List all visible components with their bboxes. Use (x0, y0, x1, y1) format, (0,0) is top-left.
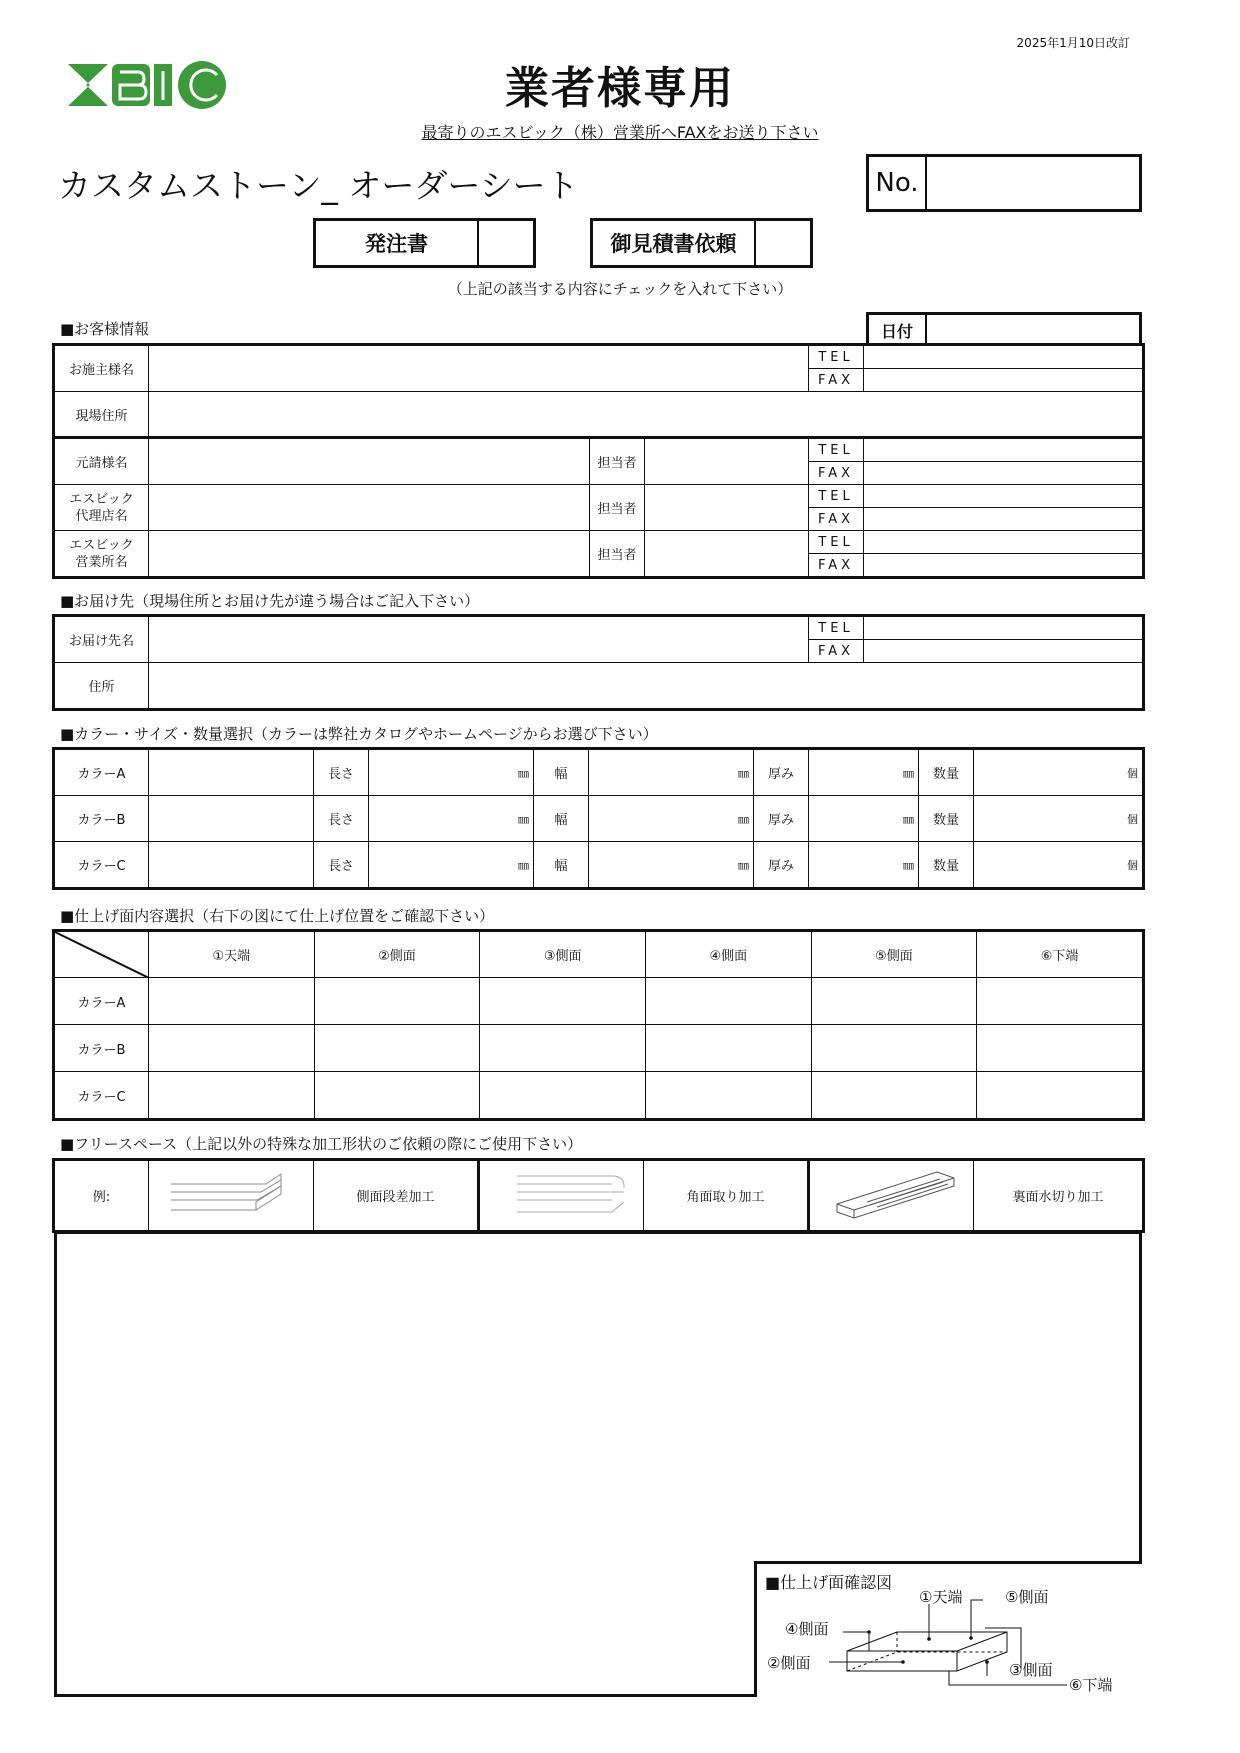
delivery-fax-field[interactable] (864, 640, 1143, 663)
estimate-label: 御見積書依頼 (610, 232, 737, 256)
finish-color-label: カラーA (55, 978, 149, 1025)
owner-field[interactable] (149, 346, 809, 392)
size-color-label: カラーC (55, 842, 149, 888)
finish-table (54, 931, 1143, 1119)
owner-label: お施主様名 (55, 346, 149, 392)
finish-diagram-title: ■仕上げ面確認図 (765, 1573, 893, 1592)
contractor-tel-field[interactable] (864, 438, 1143, 462)
free-example-table (54, 1160, 1143, 1231)
finish-diagram-box (754, 1561, 1142, 1697)
step-edge-image-cell (149, 1161, 314, 1231)
sheet-title: カスタムストーン_ オーダーシート (58, 166, 579, 205)
revision-date: 2025年1月10日改訂 (1016, 36, 1130, 50)
finish-color-label: カラーC (55, 1072, 149, 1119)
office-fax-field[interactable] (864, 554, 1143, 577)
diagram-label-side2: ②側面 (767, 1654, 811, 1672)
tel-label: TEL (809, 346, 864, 369)
contractor-tantou-field[interactable] (645, 438, 809, 485)
customer-table (54, 345, 1143, 577)
qty-field[interactable]: 個 (974, 750, 1143, 796)
site-address-field[interactable] (149, 392, 1143, 438)
step-edge-label: 側面段差加工 (314, 1161, 479, 1231)
date-box (866, 312, 1142, 345)
finish-cell[interactable] (480, 1072, 646, 1119)
tel-label: TEL (809, 485, 864, 508)
office-label-line2: 営業所名 (75, 554, 128, 570)
drip-groove-label: 裏面水切り加工 (974, 1161, 1143, 1231)
chamfer-drawing (492, 1164, 632, 1224)
estimate-check (590, 218, 813, 268)
qty-field[interactable]: 個 (974, 796, 1143, 842)
chamfer-label: 角面取り加工 (644, 1161, 809, 1231)
office-label (55, 531, 149, 577)
finish-cell[interactable] (480, 978, 646, 1025)
drip-groove-image-cell (809, 1161, 974, 1231)
finish-cell[interactable] (645, 1025, 811, 1072)
finish-face-header: ⑥下端 (977, 932, 1143, 978)
tel-label: TEL (809, 531, 864, 554)
free-section-heading: ■フリースペース（上記以外の特殊な加工形状のご依頼の際にご使用下さい） (60, 1135, 583, 1153)
tel-label: TEL (809, 617, 864, 640)
agency-field[interactable] (149, 485, 590, 531)
finish-section-heading: ■仕上げ面内容選択（右下の図にて仕上げ位置をご確認下さい） (60, 907, 495, 925)
page-title: 業者様専用 (505, 63, 735, 114)
finish-cell[interactable] (811, 1025, 977, 1072)
size-table (54, 749, 1143, 888)
agency-tel-field[interactable] (864, 485, 1143, 508)
delivery-address-label: 住所 (55, 663, 149, 709)
agency-label-line2: 代理店名 (75, 508, 128, 524)
finish-cell[interactable] (977, 1025, 1143, 1072)
number-box (866, 154, 1142, 212)
date-field[interactable] (927, 315, 1139, 345)
thickness-field[interactable]: ㎜ (809, 750, 919, 796)
delivery-table (54, 616, 1143, 709)
agency-tantou-label: 担当者 (590, 485, 645, 531)
fax-label: FAX (809, 554, 864, 577)
agency-fax-field[interactable] (864, 508, 1143, 531)
qty-label: 数量 (919, 750, 974, 796)
size-color-field[interactable] (149, 750, 314, 796)
finish-cell[interactable] (149, 1072, 315, 1119)
width-field[interactable]: ㎜ (589, 842, 754, 888)
order-check (313, 218, 536, 268)
finish-cell[interactable] (645, 1072, 811, 1119)
finish-cell[interactable] (645, 978, 811, 1025)
length-field[interactable]: ㎜ (369, 796, 534, 842)
size-color-label: カラーA (55, 750, 149, 796)
chamfer-image-cell (479, 1161, 644, 1231)
size-section-heading: ■カラー・サイズ・数量選択（カラーは弊社カタログやホームページからお選び下さい） (60, 725, 658, 743)
fax-label: FAX (809, 462, 864, 485)
fax-label: FAX (809, 369, 864, 392)
finish-cell[interactable] (811, 978, 977, 1025)
contractor-label: 元請様名 (55, 438, 149, 485)
contractor-fax-field[interactable] (864, 462, 1143, 485)
estimate-checkbox[interactable] (754, 221, 810, 265)
fax-instruction: 最寄りのエスビック（株）営業所へFAXをお送り下さい (421, 123, 819, 142)
finish-cell[interactable] (977, 978, 1143, 1025)
finish-corner-cell (55, 932, 149, 978)
date-label: 日付 (869, 315, 927, 345)
finish-color-label: カラーB (55, 1025, 149, 1072)
delivery-address-field[interactable] (149, 663, 1143, 709)
site-label: 現場住所 (55, 392, 149, 438)
delivery-section-heading: ■お届け先（現場住所とお届け先が違う場合はご記入下さい） (60, 592, 480, 610)
delivery-name-label: お届け先名 (55, 617, 149, 663)
width-label: 幅 (534, 750, 589, 796)
delivery-tel-field[interactable] (864, 617, 1143, 640)
finish-face-header: ⑤側面 (811, 932, 977, 978)
finish-cell[interactable] (149, 1025, 315, 1072)
finish-cell[interactable] (480, 1025, 646, 1072)
finish-face-header: ②側面 (314, 932, 480, 978)
office-tantou-label: 担当者 (590, 531, 645, 577)
qty-label: 数量 (919, 796, 974, 842)
diagram-label-side3: ③側面 (1009, 1661, 1053, 1679)
tel-label: TEL (809, 438, 864, 462)
office-tantou-field[interactable] (645, 531, 809, 577)
drip-groove-drawing (822, 1164, 962, 1224)
thickness-field[interactable]: ㎜ (809, 842, 919, 888)
finish-diagram (757, 1564, 1142, 1697)
owner-tel-field[interactable] (864, 346, 1143, 369)
size-color-field[interactable] (149, 842, 314, 888)
finish-face-header: ④側面 (645, 932, 811, 978)
contractor-field[interactable] (149, 438, 590, 485)
office-tel-field[interactable] (864, 531, 1143, 554)
width-label: 幅 (534, 796, 589, 842)
finish-face-header: ①天端 (149, 932, 315, 978)
qty-label: 数量 (919, 842, 974, 888)
width-field[interactable]: ㎜ (589, 796, 754, 842)
agency-tantou-field[interactable] (645, 485, 809, 531)
owner-fax-field[interactable] (864, 369, 1143, 392)
customer-section-heading: ■お客様情報 (60, 320, 150, 338)
finish-cell[interactable] (314, 978, 480, 1025)
finish-cell[interactable] (314, 1025, 480, 1072)
thickness-label: 厚み (754, 796, 809, 842)
fax-label: FAX (809, 508, 864, 531)
size-color-label: カラーB (55, 796, 149, 842)
finish-cell[interactable] (149, 978, 315, 1025)
example-label: 例: (55, 1161, 149, 1231)
agency-label-line1: エスビック (69, 491, 134, 507)
length-label: 長さ (314, 796, 369, 842)
check-note: （上記の該当する内容にチェックを入れて下さい） (447, 280, 793, 298)
office-label-line1: エスビック (69, 537, 134, 553)
diagram-label-side5: ⑤側面 (1005, 1588, 1049, 1606)
thickness-label: 厚み (754, 750, 809, 796)
finish-cell[interactable] (977, 1072, 1143, 1119)
length-label: 長さ (314, 842, 369, 888)
diagram-label-top: ①天端 (919, 1588, 963, 1606)
size-color-field[interactable] (149, 796, 314, 842)
length-field[interactable]: ㎜ (369, 750, 534, 796)
diagram-label-side4: ④側面 (785, 1620, 829, 1638)
thickness-label: 厚み (754, 842, 809, 888)
delivery-name-field[interactable] (149, 617, 809, 663)
agency-label (55, 485, 149, 531)
step-edge-drawing (161, 1164, 301, 1224)
contractor-tantou-label: 担当者 (590, 438, 645, 485)
finish-cell[interactable] (811, 1072, 977, 1119)
qty-field[interactable]: 個 (974, 842, 1143, 888)
number-field[interactable] (927, 157, 1139, 209)
office-field[interactable] (149, 531, 590, 577)
fax-label: FAX (809, 640, 864, 663)
length-label: 長さ (314, 750, 369, 796)
order-label: 発注書 (365, 232, 428, 256)
diagonal-line (55, 932, 149, 978)
order-checkbox[interactable] (477, 221, 533, 265)
length-field[interactable]: ㎜ (369, 842, 534, 888)
thickness-field[interactable]: ㎜ (809, 796, 919, 842)
number-label: No. (869, 157, 927, 209)
finish-cell[interactable] (314, 1072, 480, 1119)
width-field[interactable]: ㎜ (589, 750, 754, 796)
finish-face-header: ③側面 (480, 932, 646, 978)
diagram-label-bottom: ⑥下端 (1069, 1676, 1113, 1694)
width-label: 幅 (534, 842, 589, 888)
